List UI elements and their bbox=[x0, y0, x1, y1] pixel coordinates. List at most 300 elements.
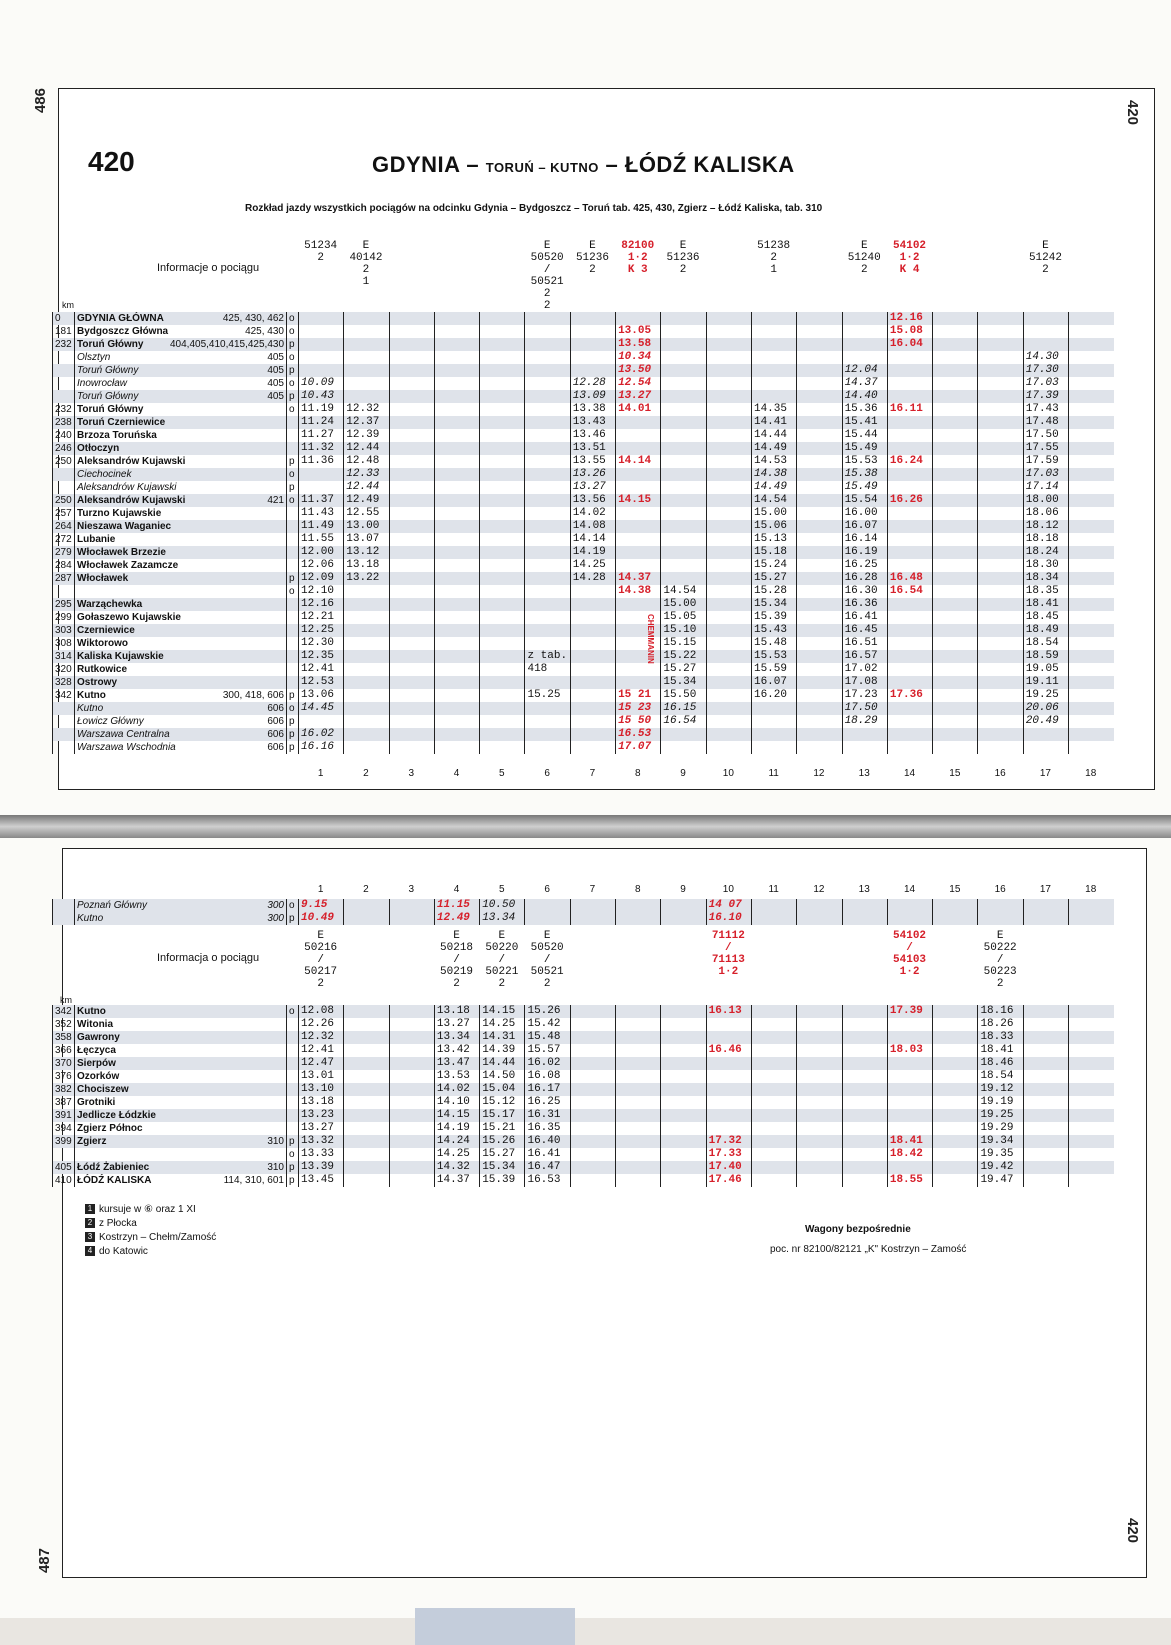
feeder-table bbox=[52, 899, 1114, 925]
time-cell bbox=[933, 416, 978, 429]
time-cell bbox=[1023, 325, 1068, 338]
time-cell: 14.25 bbox=[570, 559, 615, 572]
left-page-number: 486 bbox=[32, 88, 49, 114]
time-cell: 15.54 bbox=[842, 494, 887, 507]
time-cell bbox=[797, 1070, 842, 1083]
arr-dep-flag: p bbox=[287, 1135, 299, 1148]
time-cell bbox=[797, 533, 842, 546]
column-number: 12 bbox=[813, 768, 825, 779]
time-cell bbox=[978, 390, 1023, 403]
time-cell bbox=[887, 637, 932, 650]
station-name bbox=[75, 351, 287, 364]
time-cell bbox=[797, 572, 842, 585]
train-header bbox=[978, 930, 1023, 990]
column-number: 2 bbox=[363, 768, 369, 779]
time-cell bbox=[706, 494, 751, 507]
time-cell bbox=[887, 1070, 932, 1083]
station-name bbox=[75, 1057, 287, 1070]
time-cell: 13.34 bbox=[480, 912, 525, 925]
time-cell bbox=[344, 364, 389, 377]
time-cell bbox=[525, 312, 570, 325]
time-cell bbox=[344, 650, 389, 663]
time-cell bbox=[842, 1148, 887, 1161]
km-cell: 250 bbox=[53, 494, 75, 507]
time-cell: 13.23 bbox=[299, 1109, 344, 1122]
station-label: Grotniki bbox=[77, 1097, 116, 1108]
time-cell: 15.53 bbox=[751, 650, 796, 663]
time-cell bbox=[797, 468, 842, 481]
time-cell: 14.01 bbox=[616, 403, 661, 416]
table-row bbox=[53, 481, 1114, 494]
station-label: Aleksandrów Kujawski bbox=[77, 456, 186, 467]
time-cell: 14.38 bbox=[616, 585, 661, 598]
km-label: km bbox=[62, 300, 74, 310]
time-cell bbox=[389, 663, 434, 676]
time-cell: 17.59 bbox=[1023, 455, 1068, 468]
time-cell bbox=[525, 611, 570, 624]
time-cell bbox=[842, 1005, 887, 1018]
time-cell bbox=[933, 585, 978, 598]
time-cell bbox=[434, 715, 479, 728]
time-cell bbox=[299, 351, 344, 364]
time-cell bbox=[570, 598, 615, 611]
station-label: Toruń Czerniewice bbox=[77, 417, 166, 428]
time-cell bbox=[1023, 1135, 1068, 1148]
time-cell bbox=[616, 416, 661, 429]
time-cell bbox=[434, 390, 479, 403]
time-cell bbox=[434, 702, 479, 715]
time-cell bbox=[751, 741, 796, 754]
time-cell bbox=[933, 533, 978, 546]
station-ref: 300 bbox=[267, 913, 284, 924]
timetable-bottom bbox=[52, 1005, 1114, 1187]
time-cell bbox=[570, 702, 615, 715]
time-cell: 13.18 bbox=[434, 1005, 479, 1018]
time-cell bbox=[1023, 741, 1068, 754]
time-cell bbox=[842, 351, 887, 364]
page-edge-tab bbox=[415, 1608, 575, 1645]
train-number: 51236 bbox=[666, 252, 700, 264]
legend bbox=[85, 1203, 216, 1259]
table-row bbox=[53, 351, 1114, 364]
km-cell bbox=[53, 364, 75, 377]
time-cell bbox=[751, 728, 796, 741]
time-cell bbox=[751, 325, 796, 338]
station-name bbox=[75, 1148, 287, 1161]
time-cell bbox=[344, 728, 389, 741]
time-cell: 12.32 bbox=[299, 1031, 344, 1044]
timetable-page-bottom bbox=[0, 838, 1171, 1618]
time-cell bbox=[480, 650, 525, 663]
time-cell bbox=[797, 338, 842, 351]
arr-dep-flag bbox=[287, 520, 299, 533]
time-cell bbox=[525, 520, 570, 533]
time-cell: 16.14 bbox=[842, 533, 887, 546]
page-title: GDYNIA – TORUŃ – KUTNO – ŁÓDŹ KALISKA bbox=[372, 152, 795, 177]
time-cell bbox=[978, 637, 1023, 650]
time-cell bbox=[1023, 312, 1068, 325]
time-cell bbox=[344, 1070, 389, 1083]
time-cell bbox=[389, 481, 434, 494]
km-cell: 257 bbox=[53, 507, 75, 520]
time-cell bbox=[389, 689, 434, 702]
time-cell bbox=[933, 624, 978, 637]
time-cell: 15.53 bbox=[842, 455, 887, 468]
time-cell bbox=[1069, 912, 1114, 925]
time-cell: 18.55 bbox=[887, 1174, 932, 1187]
km-cell: 272 bbox=[53, 533, 75, 546]
time-cell: 20.06 bbox=[1023, 702, 1068, 715]
train-header bbox=[298, 930, 343, 990]
station-label: Kutno bbox=[77, 703, 104, 714]
time-cell bbox=[661, 1070, 706, 1083]
station-label: Otłoczyn bbox=[77, 443, 120, 454]
time-cell: 16.41 bbox=[842, 611, 887, 624]
time-cell bbox=[434, 494, 479, 507]
right-page-number: 420 bbox=[1124, 1518, 1141, 1544]
time-cell bbox=[389, 624, 434, 637]
time-cell: 12.21 bbox=[299, 611, 344, 624]
time-cell bbox=[661, 741, 706, 754]
station-label: Warszawa Centralna bbox=[77, 729, 170, 740]
time-cell bbox=[842, 1122, 887, 1135]
time-cell bbox=[842, 1018, 887, 1031]
time-cell: 14.44 bbox=[751, 429, 796, 442]
station-label: Chociszew bbox=[77, 1084, 129, 1095]
legend-marker: 2 bbox=[85, 1218, 95, 1228]
station-name bbox=[75, 1174, 287, 1187]
arr-dep-flag: o bbox=[287, 1148, 299, 1161]
legend-item bbox=[85, 1203, 216, 1217]
time-cell: 13.18 bbox=[344, 559, 389, 572]
station-name bbox=[75, 533, 287, 546]
time-cell bbox=[933, 494, 978, 507]
table-row bbox=[53, 455, 1114, 468]
time-cell bbox=[887, 598, 932, 611]
time-cell bbox=[933, 1070, 978, 1083]
time-cell bbox=[797, 611, 842, 624]
km-cell bbox=[53, 468, 75, 481]
time-cell bbox=[1069, 377, 1114, 390]
arr-dep-flag bbox=[287, 637, 299, 650]
time-cell bbox=[525, 559, 570, 572]
table-row bbox=[53, 1083, 1114, 1096]
time-cell: 16.28 bbox=[842, 572, 887, 585]
station-name bbox=[75, 585, 287, 598]
time-cell bbox=[1023, 338, 1068, 351]
time-cell: 16.25 bbox=[525, 1096, 570, 1109]
time-cell bbox=[661, 1148, 706, 1161]
time-cell bbox=[1069, 1005, 1114, 1018]
time-cell bbox=[842, 1083, 887, 1096]
table-row bbox=[53, 1174, 1114, 1187]
time-cell bbox=[1069, 637, 1114, 650]
time-cell bbox=[480, 351, 525, 364]
time-cell bbox=[706, 663, 751, 676]
station-name bbox=[75, 689, 287, 702]
arr-dep-flag: p bbox=[287, 364, 299, 377]
time-cell bbox=[1069, 1057, 1114, 1070]
time-cell bbox=[480, 611, 525, 624]
time-cell: 14.40 bbox=[842, 390, 887, 403]
table-row bbox=[53, 741, 1114, 754]
time-cell bbox=[1023, 728, 1068, 741]
arr-dep-flag: o bbox=[287, 312, 299, 325]
station-name bbox=[75, 338, 287, 351]
time-cell: 15.28 bbox=[751, 585, 796, 598]
time-cell bbox=[434, 650, 479, 663]
time-cell: 13.42 bbox=[434, 1044, 479, 1057]
time-cell: 17.23 bbox=[842, 689, 887, 702]
table-row bbox=[53, 689, 1114, 702]
time-cell bbox=[344, 689, 389, 702]
table-number: 420 bbox=[88, 146, 135, 177]
station-name bbox=[75, 728, 287, 741]
time-cell: 19.19 bbox=[978, 1096, 1023, 1109]
time-cell bbox=[480, 728, 525, 741]
time-cell bbox=[751, 1109, 796, 1122]
time-cell bbox=[1023, 912, 1068, 925]
time-cell bbox=[797, 728, 842, 741]
station-label: Zgierz bbox=[77, 1136, 107, 1147]
time-cell: 16.54 bbox=[661, 715, 706, 728]
time-cell bbox=[887, 1161, 932, 1174]
time-cell: 12.39 bbox=[344, 429, 389, 442]
time-cell bbox=[525, 546, 570, 559]
train-header bbox=[525, 930, 570, 990]
legend-text: Kostrzyn – Chełm/Zamość bbox=[99, 1232, 217, 1243]
time-cell: 13.58 bbox=[616, 338, 661, 351]
time-cell: 15.26 bbox=[480, 1135, 525, 1148]
time-cell: 17.39 bbox=[1023, 390, 1068, 403]
train-class: 2 bbox=[362, 264, 370, 276]
station-label: Łowicz Główny bbox=[77, 716, 144, 727]
station-ref: 310 bbox=[267, 1162, 284, 1173]
station-name bbox=[75, 624, 287, 637]
time-cell: 18.41 bbox=[978, 1044, 1023, 1057]
time-cell bbox=[570, 585, 615, 598]
time-cell bbox=[1069, 741, 1114, 754]
station-label: Kutno bbox=[77, 1006, 106, 1017]
time-cell: 12.53 bbox=[299, 676, 344, 689]
time-cell bbox=[616, 1044, 661, 1057]
time-cell: 14.02 bbox=[434, 1083, 479, 1096]
time-cell bbox=[1023, 1057, 1068, 1070]
station-label: ŁÓDŹ KALISKA bbox=[77, 1175, 152, 1186]
time-cell bbox=[434, 611, 479, 624]
time-cell: 17.30 bbox=[1023, 364, 1068, 377]
time-cell bbox=[389, 442, 434, 455]
time-cell bbox=[706, 351, 751, 364]
station-label: Rutkowice bbox=[77, 664, 128, 675]
time-cell bbox=[389, 741, 434, 754]
km-cell: 287 bbox=[53, 572, 75, 585]
column-number: 1 bbox=[317, 884, 324, 895]
station-label: Kutno bbox=[77, 913, 104, 924]
time-cell bbox=[887, 1083, 932, 1096]
time-cell bbox=[344, 325, 389, 338]
time-cell bbox=[570, 1122, 615, 1135]
time-cell bbox=[842, 1161, 887, 1174]
time-cell bbox=[389, 572, 434, 585]
table-row bbox=[53, 520, 1114, 533]
station-label: Poznań Główny bbox=[77, 900, 148, 911]
time-cell: 15.15 bbox=[661, 637, 706, 650]
table-row bbox=[53, 507, 1114, 520]
time-cell: 15.42 bbox=[525, 1018, 570, 1031]
arr-dep-flag bbox=[287, 546, 299, 559]
time-cell: 16.00 bbox=[842, 507, 887, 520]
time-cell bbox=[570, 1109, 615, 1122]
time-cell bbox=[389, 1031, 434, 1044]
time-cell: 19.35 bbox=[978, 1148, 1023, 1161]
time-cell bbox=[751, 1122, 796, 1135]
time-cell bbox=[299, 364, 344, 377]
train-class: 1·2 bbox=[627, 252, 648, 264]
time-cell bbox=[570, 1148, 615, 1161]
time-cell: 9.15 bbox=[299, 899, 344, 912]
time-cell bbox=[1069, 559, 1114, 572]
time-cell bbox=[480, 377, 525, 390]
train-class: 2 bbox=[996, 978, 1004, 990]
train-header bbox=[298, 240, 343, 264]
time-cell bbox=[751, 364, 796, 377]
wagony-title: Wagony bezpośrednie bbox=[805, 1224, 911, 1235]
time-cell bbox=[344, 1031, 389, 1044]
time-cell bbox=[978, 416, 1023, 429]
time-cell: 17.50 bbox=[842, 702, 887, 715]
time-cell bbox=[616, 429, 661, 442]
time-cell bbox=[434, 676, 479, 689]
train-number: 50520 / 50521 bbox=[530, 252, 564, 288]
time-cell bbox=[706, 507, 751, 520]
train-type: E bbox=[543, 240, 551, 252]
time-cell bbox=[616, 1083, 661, 1096]
time-cell: 14.25 bbox=[434, 1148, 479, 1161]
time-cell bbox=[751, 1083, 796, 1096]
time-cell bbox=[1069, 468, 1114, 481]
train-header bbox=[479, 930, 524, 990]
table-row bbox=[53, 899, 1114, 912]
time-cell bbox=[933, 1174, 978, 1187]
time-cell: 12.35 bbox=[299, 650, 344, 663]
table-row bbox=[53, 1161, 1114, 1174]
time-cell bbox=[978, 572, 1023, 585]
time-cell bbox=[706, 468, 751, 481]
time-cell bbox=[978, 741, 1023, 754]
km-cell: 410 bbox=[53, 1174, 75, 1187]
time-cell bbox=[933, 1148, 978, 1161]
time-cell bbox=[933, 1109, 978, 1122]
time-cell bbox=[933, 390, 978, 403]
column-number: 13 bbox=[858, 884, 870, 895]
arr-dep-flag: o bbox=[287, 899, 299, 912]
time-cell: 14.37 bbox=[842, 377, 887, 390]
time-cell bbox=[344, 1005, 389, 1018]
time-cell bbox=[933, 507, 978, 520]
station-ref: 425, 430 bbox=[245, 326, 284, 337]
time-cell bbox=[797, 377, 842, 390]
time-cell bbox=[842, 728, 887, 741]
station-label: Jedlicze Łódzkie bbox=[77, 1110, 156, 1121]
time-cell bbox=[344, 741, 389, 754]
time-cell bbox=[480, 702, 525, 715]
time-cell: 17.46 bbox=[706, 1174, 751, 1187]
train-number: 51236 bbox=[575, 252, 609, 264]
time-cell bbox=[751, 1070, 796, 1083]
time-cell bbox=[887, 351, 932, 364]
time-cell bbox=[480, 429, 525, 442]
table-row bbox=[53, 912, 1114, 925]
time-cell: 15.49 bbox=[842, 481, 887, 494]
time-cell bbox=[1069, 676, 1114, 689]
time-cell bbox=[1069, 1031, 1114, 1044]
time-cell: 15.08 bbox=[887, 325, 932, 338]
time-cell: 13.06 bbox=[299, 689, 344, 702]
column-number: 9 bbox=[680, 884, 686, 895]
time-cell: 17.39 bbox=[887, 1005, 932, 1018]
train-note: 1 bbox=[362, 276, 370, 288]
time-cell bbox=[933, 1005, 978, 1018]
km-cell: 232 bbox=[53, 338, 75, 351]
km-cell bbox=[53, 741, 75, 754]
time-cell bbox=[525, 403, 570, 416]
time-cell bbox=[933, 598, 978, 611]
time-cell bbox=[706, 715, 751, 728]
time-cell bbox=[797, 585, 842, 598]
time-cell: 14.37 bbox=[434, 1174, 479, 1187]
table-row bbox=[53, 1005, 1114, 1018]
time-cell: 19.29 bbox=[978, 1122, 1023, 1135]
time-cell: 15.49 bbox=[842, 442, 887, 455]
time-cell bbox=[616, 1122, 661, 1135]
time-cell: 15.10 bbox=[661, 624, 706, 637]
station-ref: 606 bbox=[267, 729, 284, 740]
arr-dep-flag bbox=[287, 1083, 299, 1096]
station-name bbox=[75, 481, 287, 494]
arr-dep-flag: o bbox=[287, 1005, 299, 1018]
time-cell bbox=[797, 325, 842, 338]
time-cell bbox=[797, 1122, 842, 1135]
time-cell bbox=[389, 676, 434, 689]
time-cell bbox=[706, 377, 751, 390]
time-cell bbox=[706, 1083, 751, 1096]
table-row bbox=[53, 1135, 1114, 1148]
train-class: 2 bbox=[860, 264, 868, 276]
time-cell bbox=[797, 312, 842, 325]
time-cell: 14.50 bbox=[480, 1070, 525, 1083]
time-cell bbox=[389, 429, 434, 442]
time-cell: 16.53 bbox=[525, 1174, 570, 1187]
time-cell: 13.55 bbox=[570, 455, 615, 468]
time-cell bbox=[480, 598, 525, 611]
time-cell bbox=[661, 1044, 706, 1057]
time-cell bbox=[1069, 1018, 1114, 1031]
time-cell bbox=[389, 546, 434, 559]
time-cell bbox=[434, 377, 479, 390]
time-cell bbox=[751, 390, 796, 403]
time-cell: 19.34 bbox=[978, 1135, 1023, 1148]
legend-text: kursuje w ⑥ oraz 1 XI bbox=[99, 1204, 196, 1215]
time-cell bbox=[480, 741, 525, 754]
time-cell bbox=[842, 1174, 887, 1187]
time-cell bbox=[525, 429, 570, 442]
time-cell bbox=[1069, 1083, 1114, 1096]
train-header bbox=[570, 240, 615, 276]
km-cell: 279 bbox=[53, 546, 75, 559]
time-cell bbox=[389, 912, 434, 925]
station-label: Ciechocinek bbox=[77, 469, 132, 480]
